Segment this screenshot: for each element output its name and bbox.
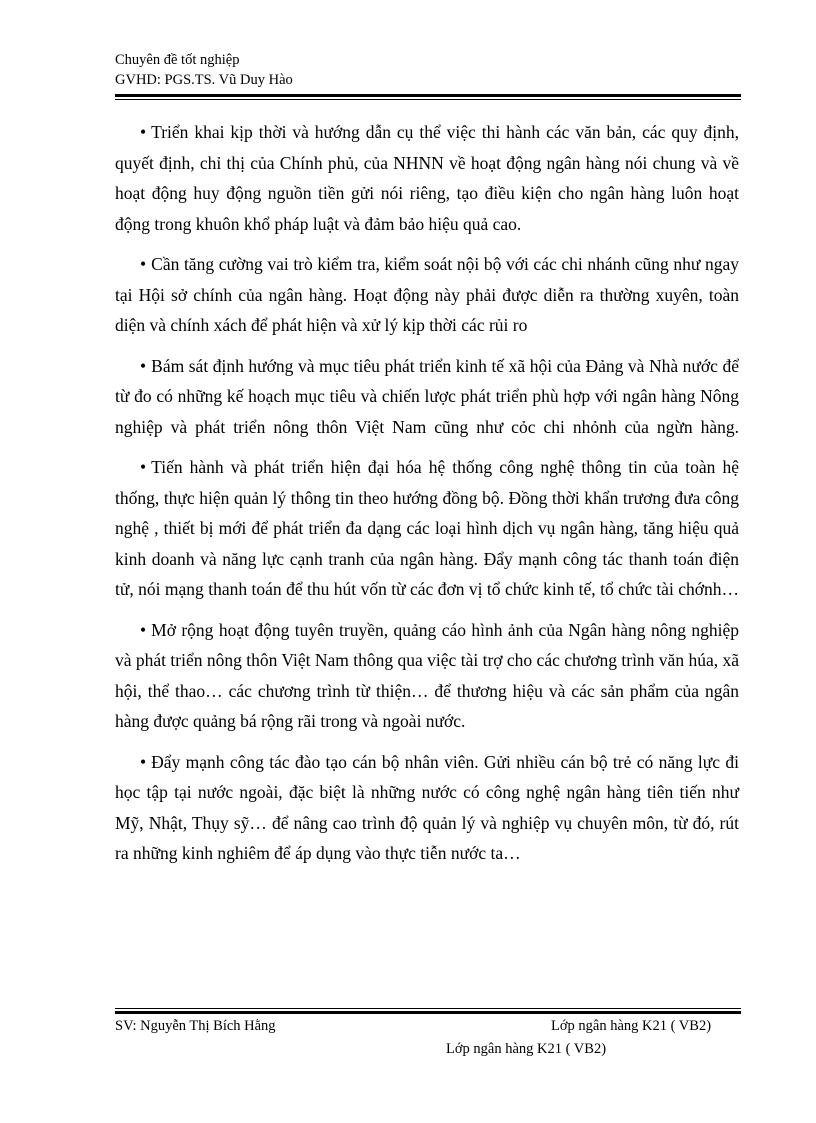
footer-rule-thick [115,1011,741,1014]
footer-class-repeat: Lớp ngân hàng K21 ( VB2) [446,1041,607,1057]
header-rule-thin [115,99,741,100]
paragraph: • Triển khai kịp thời và hướng dẫn cụ thể việc thi hành các văn bản, các quy định, quyết định, chỉ thị của Chính phủ, của NHNN về hoạt động ngân hàng nói chung và về hoạt động huy động nguồn tiền gửi nói riêng, tạo điều kiện cho ngân hàng luôn hoạt động trong khuôn khổ pháp luật và đảm bảo hiệu quả cao. [115,122,739,234]
bullet-icon: • [140,619,147,640]
footer-student: SV: Nguyễn Thị Bích Hằng [115,1018,276,1034]
footer-rule-thin [115,1008,741,1009]
page-header [115,50,741,90]
paragraph: • Tiến hành và phát triển hiện đại hóa hệ thống công nghệ thông tin của toàn hệ thống, thực hiện quản lý thông tin theo hướng đồng bộ. Đồng thời khẩn trương đưa công nghệ , thiết bị mới để phát triển đa dạng các loại hình dịch vụ ngân hàng, tăng hiệu quả kinh doanh và năng lực cạnh tranh của ngân hàng. Đẩy mạnh công tác thanh toán điện tử, nói mạng thanh toán để thu hút vốn từ các đơn vị tổ chức kinh tế, tổ chức tài chớnh… [115,457,739,599]
header-rule-thick [115,94,741,97]
footer-class: Lớp ngân hàng K21 ( VB2) [551,1018,712,1034]
paragraph: • Bám sát định hướng và mục tiêu phát triển kinh tế xã hội của Đảng và Nhà nước để từ đo có những kế hoạch mục tiêu và chiến lược phát triển phù hợp với ngân hàng Nông nghiệp và phát triển nông thôn Việt Nam cũng như cỏc chi nhỏnh của ngừn hàng. [115,355,739,437]
document-type: Chuyên đề tốt nghiệp [115,52,240,68]
bullet-icon: • [140,355,147,376]
main-content [115,117,739,879]
paragraph: • Mở rộng hoạt động tuyên truyền, quảng cáo hình ảnh của Ngân hàng nông nghiệp và phát triển nông thôn Việt Nam thông qua việc tài trợ cho các chương trình văn húa, xã hội, thể thao… các chương trình từ thiện… để thương hiệu và các sản phẩm của ngân hàng được quảng bá rộng rãi trong và ngoài nước. [115,619,739,731]
bullet-icon: • [140,122,147,142]
bullet-icon: • [140,254,147,274]
paragraph: • Đẩy mạnh công tác đào tạo cán bộ nhân viên. Gửi nhiều cán bộ trẻ có năng lực đi học tập tại nước ngoài, đặc biệt là những nước có công nghệ ngân hàng tiên tiến như Mỹ, Nhật, Thụy sỹ… để nâng cao trình độ quản lý và nghiệp vụ chuyên môn, từ đó, rút ra những kinh nghiêm để áp dụng vào thực tiễn nước ta… [115,751,739,863]
bullet-icon: • [140,751,147,772]
paragraph: • Cần tăng cường vai trò kiểm tra, kiểm soát nội bộ với các chi nhánh cũng như ngay tại Hội sở chính của ngân hàng. Hoạt động này phải được diễn ra thường xuyên, toàn diện và chính xách để phát hiện và xử lý kịp thời các rủi ro [115,254,739,335]
bullet-icon: • [140,457,147,477]
supervisor: GVHD: PGS.TS. Vũ Duy Hào [115,72,293,88]
